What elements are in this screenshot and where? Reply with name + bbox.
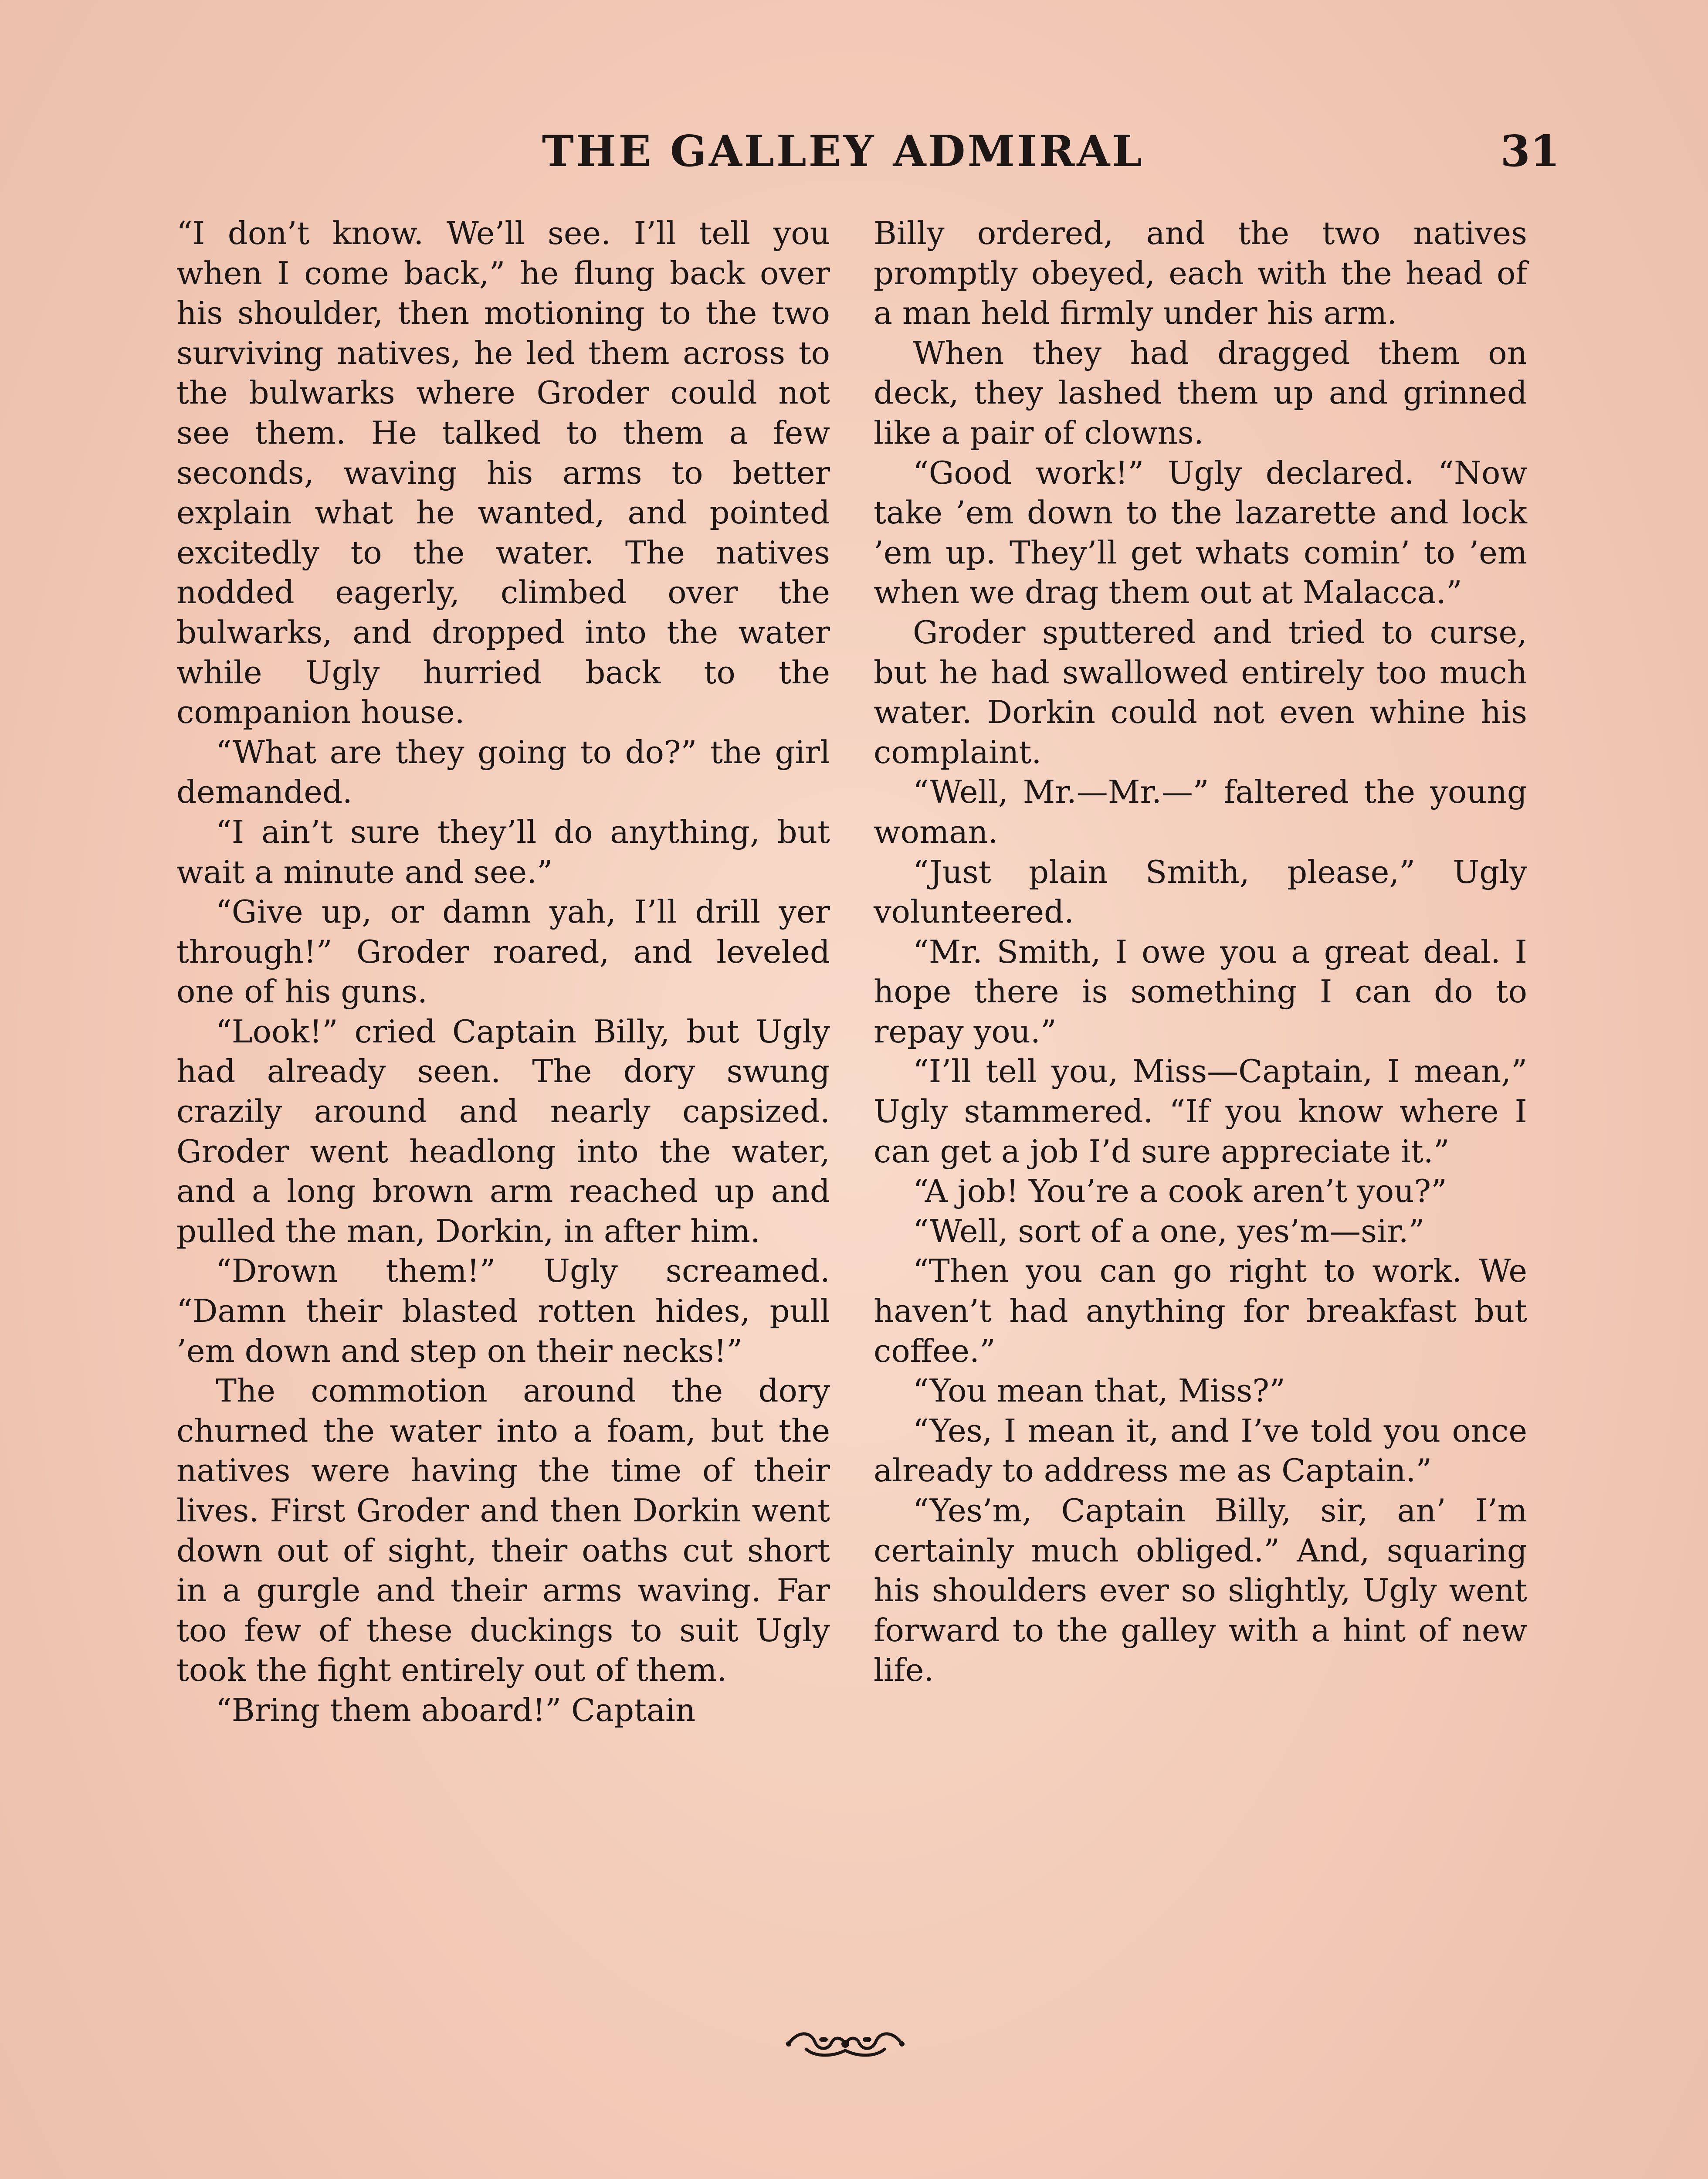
paragraph: “You mean that, Miss?” <box>913 1372 1285 1409</box>
running-header-title: THE GALLEY ADMIRAL <box>542 126 1145 176</box>
paragraph: When they had dragged them on deck, they lashed them up and grinned like a pair of clowns. <box>874 334 1527 451</box>
paragraph: “Yes’m, Captain Billy, sir, an’ I’m certainly much obliged.” And, squaring his shoulders ever so slightly, Ugly went forward to the galley with a hint of new life. <box>874 1492 1527 1689</box>
paragraph: “A job! You’re a cook aren’t you?” <box>913 1173 1447 1210</box>
paragraph: “I don’t know. We’ll see. I’ll tell you when I come back,” he flung back over his shoulder, then motioning to the two surviving natives, he led them across to the bulwarks where Groder could not see them. He talked to them a few seconds, waving his arms to better explain what he wanted, and pointed excitedly to the water. The natives nodded eagerly, climbed over the bulwarks, and dropped into the water while Ugly hurried back to the companion house. <box>176 215 830 731</box>
paragraph: “Then you can go right to work. We haven’t had anything for breakfast but coffee.” <box>874 1252 1527 1369</box>
paragraph: “Yes, I mean it, and I’ve told you once already to address me as Captain.” <box>874 1412 1527 1489</box>
decorative-flourish-icon <box>780 2026 911 2061</box>
paragraph: The commotion around the dory churned the water into a foam, but the natives were having the time of their lives. First Groder and then Dorkin went down out of sight, their oaths cut short in a gurgle and their arms waving. Far too few of these duckings to suit Ugly took the fight entirely out of them. <box>176 1372 830 1689</box>
paragraph: “Just plain Smith, please,” Ugly volunteered. <box>874 853 1527 930</box>
paragraph: “Well, Mr.—Mr.—” faltered the young woman. <box>874 774 1527 850</box>
paragraph: “I’ll tell you, Miss—Captain, I mean,” Ugly stammered. “If you know where I can get a job I’d sure appreciate it.” <box>874 1053 1527 1170</box>
paragraph: “Mr. Smith, I owe you a great deal. I hope there is something I can do to repay you.” <box>874 933 1527 1050</box>
paragraph: “Bring them aboard!” Captain <box>216 1691 696 1728</box>
paragraph: “Good work!” Ugly declared. “Now take ’em down to the lazarette and lock ’em up. They’ll get whats comin’ to ’em when we drag them out at Malacca.” <box>874 454 1527 611</box>
paragraph: “Look!” cried Captain Billy, but Ugly had already seen. The dory swung crazily around and nearly capsized. Groder went headlong into the water, and a long brown arm reached up and pulled the man, Dorkin, in after him. <box>176 1013 830 1249</box>
paragraph: “Drown them!” Ugly screamed. “Damn their blasted rotten hides, pull ’em down and step on their necks!” <box>176 1252 830 1369</box>
paragraph: “I ain’t sure they’ll do anything, but wait a minute and see.” <box>176 813 830 890</box>
paragraph: Billy ordered, and the two natives promptly obeyed, each with the head of a man held firmly under his arm. <box>874 215 1527 332</box>
paragraph: “What are they going to do?” the girl demanded. <box>176 733 830 811</box>
right-text-column <box>874 214 1527 1690</box>
page-number: 31 <box>1500 126 1560 176</box>
paragraph: Groder sputtered and tried to curse, but he had swallowed entirely too much water. Dorkin could not even whine his complaint. <box>874 614 1527 770</box>
paragraph: “Give up, or damn yah, I’ll drill yer through!” Groder roared, and leveled one of his guns. <box>176 893 830 1010</box>
paragraph: “Well, sort of a one, yes’m—sir.” <box>913 1212 1425 1249</box>
left-text-column <box>176 214 830 1731</box>
